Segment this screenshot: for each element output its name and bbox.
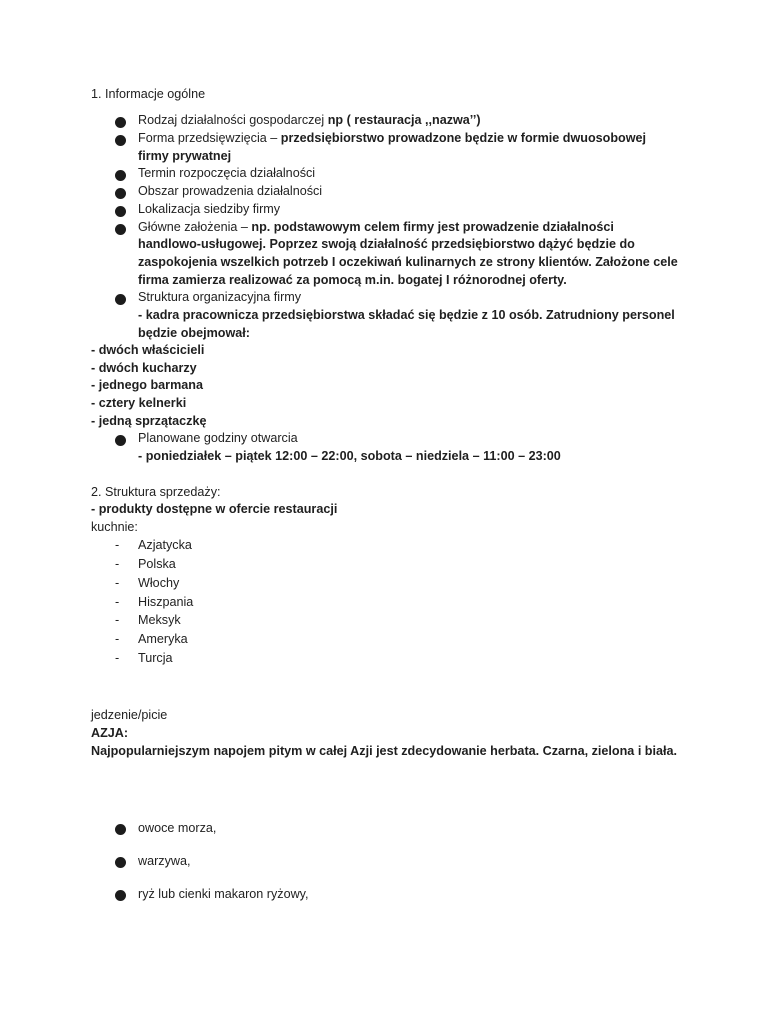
list-item-continuation: - kadra pracownicza przedsiębiorstwa składać się będzie z 10 osób. Zatrudniony personel (138, 308, 675, 322)
kitchen-item: Meksyk (138, 613, 181, 627)
bullet-icon (115, 824, 126, 835)
bullet-icon (115, 135, 126, 146)
bullet-icon (115, 890, 126, 901)
kitchen-item: Polska (138, 557, 176, 571)
list-item: Planowane godziny otwarcia (138, 431, 298, 445)
kitchens-label: kuchnie: (91, 520, 138, 534)
bullet-icon (115, 206, 126, 217)
list-item: Lokalizacja siedziby firmy (138, 202, 281, 216)
list-item-continuation: zaspokojenia wszelkich potrzeb I oczekiwań kulinarnych ze strony klientów. Założone cele (138, 255, 678, 269)
bullet-icon (115, 224, 126, 235)
list-item: Rodzaj działalności gospodarczej np ( restauracja ,,nazwa’’) (138, 113, 481, 127)
section-heading: 1. Informacje ogólne (91, 87, 206, 101)
staff-item: - dwóch właścicieli (91, 343, 205, 357)
list-item-continuation: firmy prywatnej (138, 149, 232, 163)
region-heading: AZJA: (91, 726, 129, 740)
food-sentence: Najpopularniejszym napojem pitym w całej Azji jest zdecydowanie herbata. Czarna, zielona i biała. (91, 744, 678, 758)
kitchen-item: Turcja (138, 651, 173, 665)
kitchen-item: Hiszpania (138, 595, 194, 609)
staff-item: - dwóch kucharzy (91, 361, 197, 375)
dash-marker: - (115, 576, 120, 590)
kitchen-item: Włochy (138, 576, 180, 590)
bullet-icon (115, 857, 126, 868)
bullet-icon (115, 170, 126, 181)
list-item-continuation: handlowo-usługowej. Poprzez swoją działalność przedsiębiorstwo dążyć będzie do (138, 237, 635, 251)
opening-hours: - poniedziałek – piątek 12:00 – 22:00, sobota – niedziela – 11:00 – 23:00 (138, 449, 561, 463)
list-item-continuation: firma zamierza realizować za pomocą m.in. bogatej I różnorodnej oferty. (138, 273, 567, 287)
list-item: Główne założenia – np. podstawowym celem firmy jest prowadzenie działalności (138, 220, 614, 234)
bullet-icon (115, 117, 126, 128)
list-item-continuation: będzie obejmował: (138, 326, 250, 340)
bullet-icon (115, 188, 126, 199)
staff-item: - jedną sprzątaczkę (91, 414, 207, 428)
dash-marker: - (115, 651, 120, 665)
kitchen-item: Ameryka (138, 632, 188, 646)
staff-item: - cztery kelnerki (91, 396, 187, 410)
food-label: jedzenie/picie (91, 708, 168, 722)
dash-marker: - (115, 632, 120, 646)
staff-item: - jednego barmana (91, 378, 203, 392)
food-item: ryż lub cienki makaron ryżowy, (138, 887, 309, 901)
list-item: Forma przedsięwzięcia – przedsiębiorstwo prowadzone będzie w formie dwuosobowej (138, 131, 647, 145)
food-item: owoce morza, (138, 821, 217, 835)
dash-marker: - (115, 538, 120, 552)
list-item: Obszar prowadzenia działalności (138, 184, 323, 198)
list-item: Struktura organizacyjna firmy (138, 290, 302, 304)
bullet-icon (115, 294, 126, 305)
bullet-icon (115, 435, 126, 446)
dash-marker: - (115, 613, 120, 627)
kitchen-item: Azjatycka (138, 538, 192, 552)
dash-marker: - (115, 557, 120, 571)
list-item: Termin rozpoczęcia działalności (138, 166, 316, 180)
section-heading: 2. Struktura sprzedaży: (91, 485, 221, 499)
food-item: warzywa, (138, 854, 191, 868)
products-line: - produkty dostępne w ofercie restauracji (91, 502, 338, 516)
dash-marker: - (115, 595, 120, 609)
